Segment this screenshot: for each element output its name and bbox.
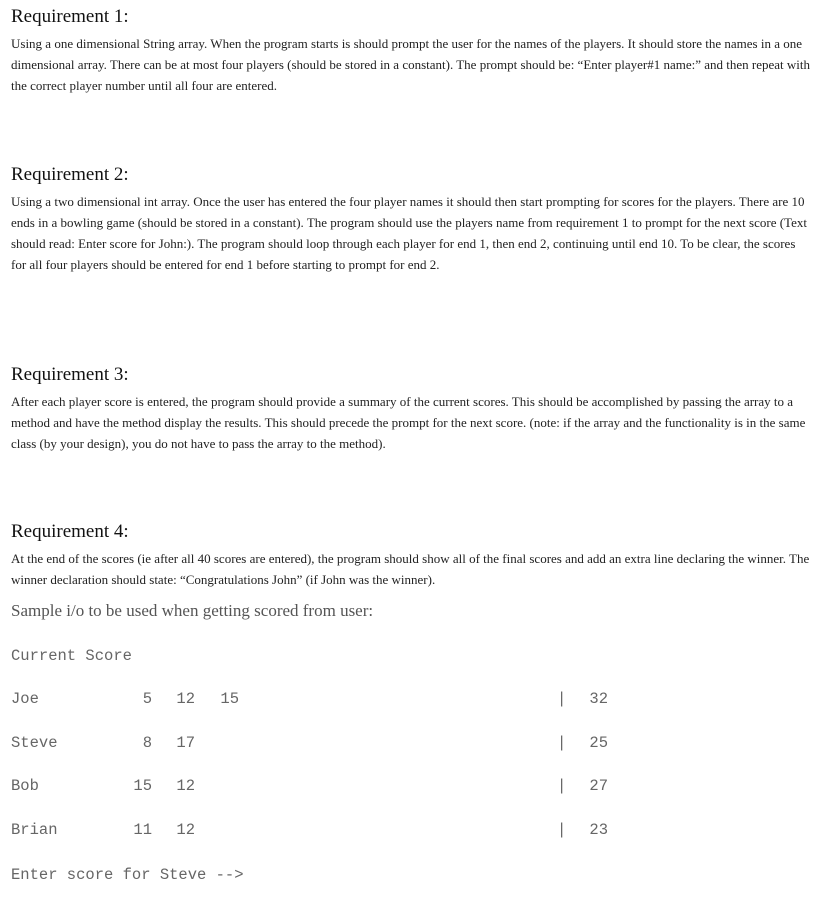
- column-separator: |: [557, 821, 567, 839]
- score-row: [0, 733, 825, 753]
- total-score: 25: [589, 734, 608, 752]
- requirement-body: After each player score is entered, the program should provide a summary of the current scores. This should be accomplished by passing the array to a method and have the method display the results. This should precede the prompt for the next score. (note: if the array and the functionality is in the same class (by your design), you do not have to pass the array to the method).: [11, 394, 806, 451]
- requirement-4-section: [11, 521, 811, 590]
- requirement-body: At the end of the scores (ie after all 40 scores are entered), the program should show all of the final scores and add an extra line declaring the winner. The winner declaration should state: “Congratulations John” (if John was the winner).: [11, 551, 810, 587]
- requirement-body: Using a two dimensional int array. Once the user has entered the four player names it should then start prompting for scores for the players. There are 10 ends in a bowling game (should be stored in a constant). The program should use the players name from requirement 1 to prompt for the next score (Text should read: Enter score for John:). The program should loop through each player for end 1, then end 2, continuing until end 10. To be clear, the scores for all four players should be entered for end 1 before starting to prompt for end 2.: [11, 194, 807, 272]
- requirement-heading: Requirement 3:: [11, 364, 129, 385]
- player-name: Brian: [11, 821, 58, 839]
- column-separator: |: [557, 777, 567, 795]
- total-score: 27: [589, 777, 608, 795]
- requirement-3-section: [11, 364, 811, 454]
- end-score: 15: [133, 777, 152, 795]
- score-row: [0, 689, 825, 709]
- player-name: Steve: [11, 734, 58, 752]
- end-score: 12: [176, 690, 195, 708]
- end-score: 8: [142, 734, 152, 752]
- requirement-heading: Requirement 2:: [11, 164, 129, 185]
- total-score: 32: [589, 690, 608, 708]
- player-name: Joe: [11, 690, 39, 708]
- total-score: 23: [589, 821, 608, 839]
- end-score: 15: [220, 690, 239, 708]
- end-score: 17: [176, 734, 195, 752]
- end-score: 12: [176, 821, 195, 839]
- enter-score-prompt: Enter score for Steve -->: [11, 866, 244, 884]
- requirement-1-section: [11, 6, 811, 96]
- requirement-heading: Requirement 1:: [11, 6, 129, 27]
- column-separator: |: [557, 734, 567, 752]
- requirement-heading: Requirement 4:: [11, 521, 129, 542]
- end-score: 12: [176, 777, 195, 795]
- requirement-2-section: [11, 164, 811, 275]
- requirement-body: Using a one dimensional String array. When the program starts is should prompt the user for the names of the players. It should store the names in a one dimensional array. There can be at most four players (should be stored in a constant). The prompt should be: “Enter player#1 name:” and then repeat with the correct player number until all four are entered.: [11, 36, 811, 93]
- player-name: Bob: [11, 777, 39, 795]
- end-score: 11: [133, 821, 152, 839]
- current-score-title: Current Score: [11, 647, 132, 665]
- sample-io-heading: Sample i/o to be used when getting scored from user:: [11, 601, 374, 620]
- score-row: [0, 820, 825, 840]
- score-row: [0, 776, 825, 796]
- end-score: 5: [142, 690, 152, 708]
- column-separator: |: [557, 690, 567, 708]
